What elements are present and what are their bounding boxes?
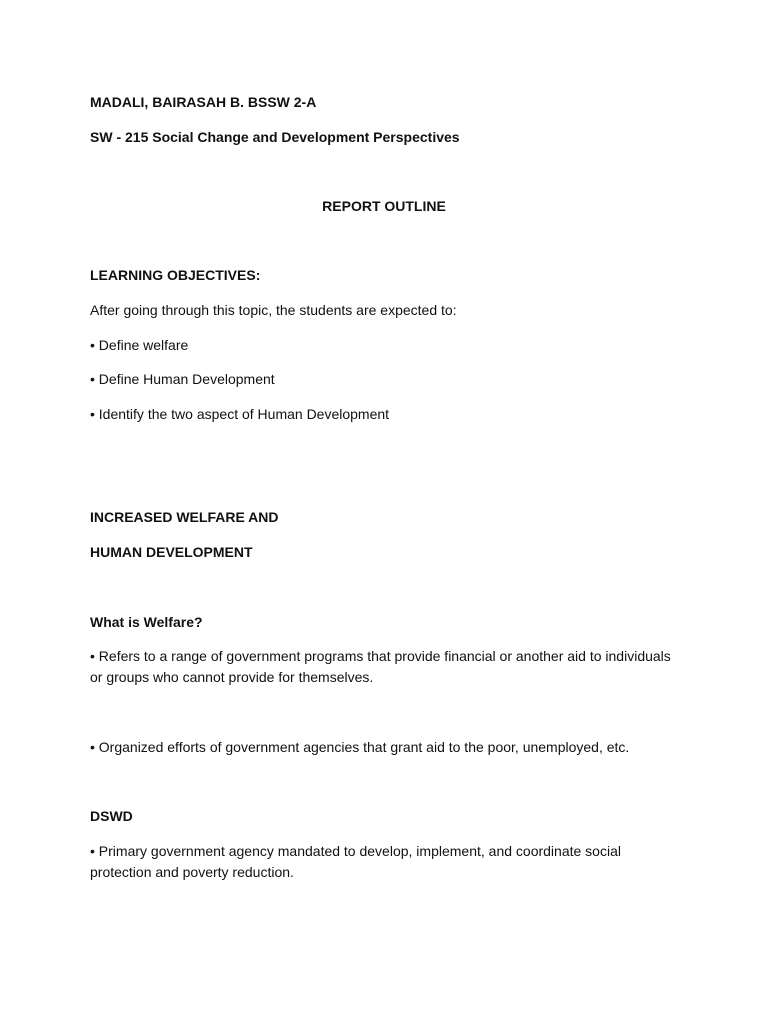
page-title: REPORT OUTLINE: [322, 198, 446, 214]
objective-item: • Identify the two aspect of Human Development: [90, 406, 390, 422]
section-heading-line1: INCREASED WELFARE AND: [90, 509, 279, 525]
course-line: SW - 215 Social Change and Development Perspectives: [90, 129, 460, 145]
dswd-bullet: • Primary government agency mandated to develop, implement, and coordinate social protection and poverty reduction.: [90, 843, 621, 880]
objective-item: • Define welfare: [90, 337, 189, 353]
welfare-bullet: • Refers to a range of government programs that provide financial or another aid to individuals or groups who cannot provide for themselves.: [90, 648, 671, 685]
dswd-heading: DSWD: [90, 808, 133, 824]
section-heading-line2: HUMAN DEVELOPMENT: [90, 544, 253, 560]
welfare-bullet: • Organized efforts of government agencies that grant aid to the poor, unemployed, etc.: [90, 739, 630, 755]
welfare-heading: What is Welfare?: [90, 614, 203, 630]
objectives-intro: After going through this topic, the students are expected to:: [90, 302, 457, 318]
objectives-heading: LEARNING OBJECTIVES:: [90, 267, 261, 283]
student-name-line: MADALI, BAIRASAH B. BSSW 2-A: [90, 94, 317, 110]
objective-item: • Define Human Development: [90, 371, 275, 387]
